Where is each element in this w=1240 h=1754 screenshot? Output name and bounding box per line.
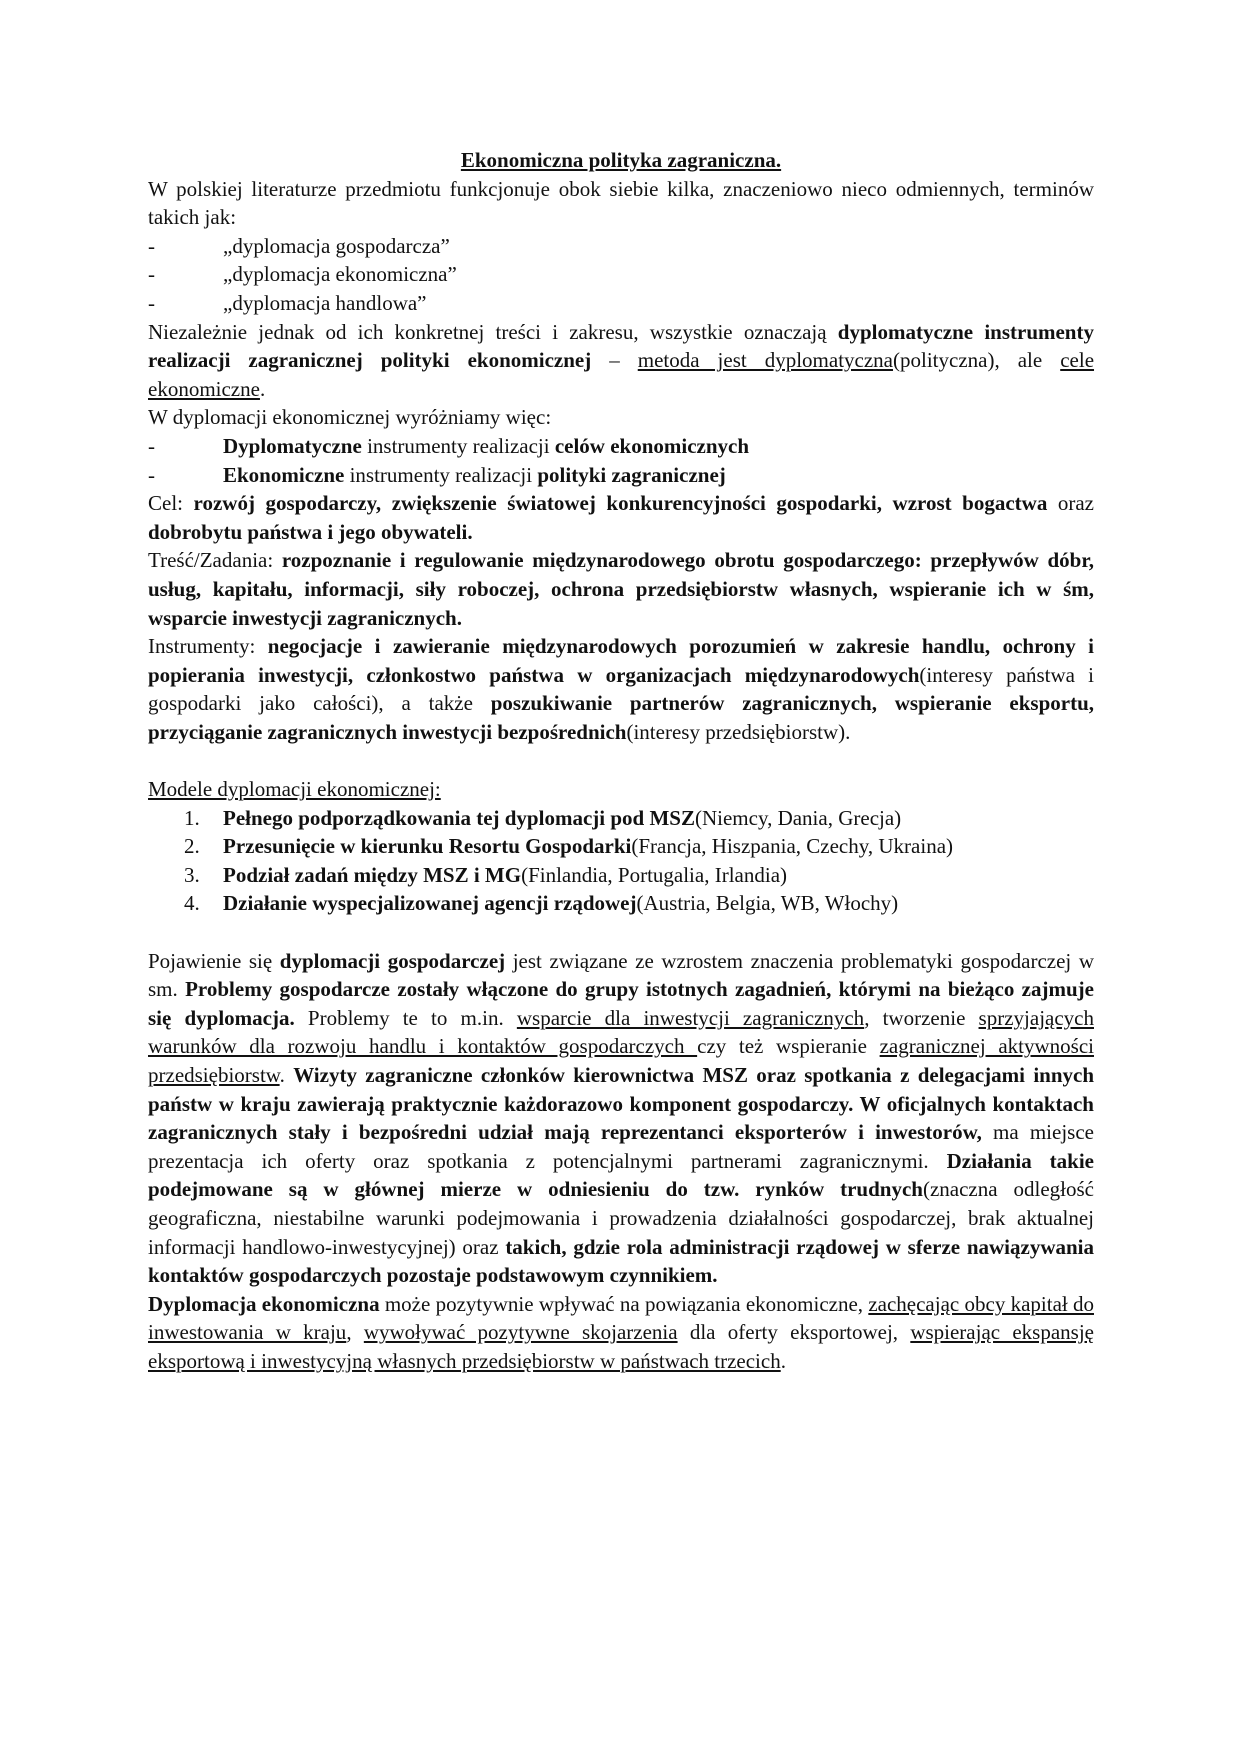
underlined-text: wspierając ekspansję eksportową i inwestycyjną własnych przedsiębiorstw w państwach trzecich xyxy=(148,1320,1094,1373)
text-run: Niezależnie jednak od ich konkretnej treści i zakresu, wszystkie oznaczają xyxy=(148,319,838,344)
text-run: „dyplomacja handlowa” xyxy=(223,290,427,315)
text-run: oraz xyxy=(1047,491,1094,516)
document-page xyxy=(148,146,1094,1376)
bold-text: dyplomacji gospodarczej xyxy=(279,948,506,973)
bold-text: Działania takie podejmowane są w głównej mierze w odniesieniu do tzw. rynków trudnych xyxy=(148,1148,1094,1202)
document-body xyxy=(148,175,1094,1376)
numbered-list-item xyxy=(148,889,1094,918)
text-run: czy też wspieranie xyxy=(697,1034,880,1059)
text-run: (Austria, Belgia, WB, Włochy) xyxy=(636,891,899,916)
text-run: (Niemcy, Dania, Grecja) xyxy=(694,805,902,830)
list-marker: - xyxy=(148,233,155,258)
list-marker: 3. xyxy=(184,862,200,887)
paragraph xyxy=(148,403,1094,432)
text-run: , tworzenie xyxy=(864,1005,979,1030)
bold-text: Ekonomiczne xyxy=(223,462,345,487)
paragraph xyxy=(148,632,1094,746)
paragraph xyxy=(148,947,1094,1290)
bold-text: rozpoznanie i regulowanie międzynarodowego obrotu gospodarczego: przepływów dóbr, usług, kapitału, informacji, siły roboczej, ochrona przedsiębiorstw własnych, wspieranie ich w śm, wsparcie inwestycji zagranicznych. xyxy=(148,548,1094,630)
text-run: dla oferty eksportowej, xyxy=(677,1320,911,1345)
text-run: (Francja, Hiszpania, Czechy, Ukraina) xyxy=(631,834,954,859)
bold-text: polityki zagranicznej xyxy=(537,462,726,487)
text-run: – xyxy=(591,348,638,373)
underlined-text: wsparcie dla inwestycji zagranicznych xyxy=(516,1005,865,1030)
text-run: (znaczna odległość geograficzna, niestabilne warunki podejmowania i prowadzenia działalności gospodarczej, brak aktualnej informacji handlowo-inwestycyjnej) oraz xyxy=(148,1177,1094,1259)
blank-line xyxy=(148,746,1094,775)
bold-text: dobrobytu państwa i jego obywateli. xyxy=(148,519,473,544)
bold-text: negocjacje i zawieranie międzynarodowych porozumień w zakresie handlu, ochrony i popierania inwestycji, członkostwo państwa w organizacjach międzynarodowych xyxy=(148,634,1094,687)
bold-text: takich, gdzie rola administracji rządowej w sferze nawiązywania kontaktów gospodarczych pozostaje podstawowym czynnikiem. xyxy=(148,1234,1095,1288)
list-marker: - xyxy=(148,433,155,458)
numbered-list-item xyxy=(148,861,1094,890)
text-run: (interesy przedsiębiorstw). xyxy=(626,719,851,744)
dash-list-item xyxy=(148,260,1094,289)
bold-text: Przesunięcie w kierunku Resortu Gospodarki xyxy=(223,834,632,859)
text-run: ma miejsce prezentacja ich oferty oraz spotkania z potencjalnymi partnerami zagranicznymi. xyxy=(148,1120,1094,1173)
text-run: może pozytywnie wpływać na powiązania ekonomiczne, xyxy=(379,1291,869,1316)
underlined-text: metoda jest dyplomatyczna xyxy=(637,348,894,373)
dash-list-item xyxy=(148,461,1094,490)
text-run: Instrumenty: xyxy=(148,634,268,659)
paragraph xyxy=(148,175,1094,232)
paragraph xyxy=(148,318,1094,404)
underlined-text: cele ekonomiczne xyxy=(148,348,1095,401)
underlined-text: wywoływać pozytywne skojarzenia xyxy=(363,1320,678,1345)
underlined-text: zagranicznej aktywności przedsiębiorstw xyxy=(148,1034,1094,1087)
bold-text: Podział zadań między MSZ i MG xyxy=(223,862,522,887)
text-run: Cel: xyxy=(148,491,194,516)
list-marker: - xyxy=(148,462,155,487)
numbered-list-item xyxy=(148,832,1094,861)
dash-list-item xyxy=(148,432,1094,461)
text-run: W polskiej literaturze przedmiotu funkcjonuje obok siebie kilka, znaczeniowo nieco odmiennych, terminów takich jak: xyxy=(148,176,1094,230)
text-run: . xyxy=(259,376,266,401)
text-run: Treść/Zadania: xyxy=(148,548,282,573)
text-run: . xyxy=(780,1348,786,1373)
bold-text: Wizyty zagraniczne członków kierownictwa MSZ oraz spotkania z delegacjami innych państw w kraju zawierają praktycznie każdorazowo komponent gospodarczy. W oficjalnych kontaktach zagranicznych stały i bezpośredni udział mają reprezentanci eksporterów i inwestorów, xyxy=(148,1063,1095,1145)
bold-text: Problemy gospodarcze zostały włączone do grupy istotnych zagadnień, którymi na bieżąco zajmuje się dyplomacja. xyxy=(148,977,1094,1030)
bold-text: Działanie wyspecjalizowanej agencji rządowej xyxy=(223,891,637,916)
bold-text: rozwój gospodarczy, zwiększenie światowej konkurencyjności gospodarki, wzrost bogactwa xyxy=(193,491,1048,516)
text-run: instrumenty realizacji xyxy=(361,433,555,458)
text-run: , xyxy=(346,1320,364,1345)
text-run: (polityczna), ale xyxy=(893,348,1061,373)
dash-list-item xyxy=(148,232,1094,261)
list-marker: - xyxy=(148,290,155,315)
dash-list-item xyxy=(148,289,1094,318)
text-run: „dyplomacja ekonomiczna” xyxy=(223,262,457,287)
underlined-text: Modele dyplomacji ekonomicznej: xyxy=(148,777,441,802)
text-run: jest związane ze wzrostem znaczenia problematyki gospodarczej w sm. xyxy=(148,948,1094,1002)
paragraph xyxy=(148,775,1094,804)
text-run: Pojawienie się xyxy=(148,948,280,973)
bold-text: dyplomatyczne instrumenty realizacji zagranicznej polityki ekonomicznej xyxy=(148,319,1094,373)
text-run: W dyplomacji ekonomicznej wyróżniamy więc: xyxy=(148,405,552,430)
list-marker: 2. xyxy=(184,834,200,859)
text-run: (Finlandia, Portugalia, Irlandia) xyxy=(521,862,788,887)
blank-line xyxy=(148,918,1094,947)
paragraph xyxy=(148,1290,1094,1376)
numbered-list-item xyxy=(148,804,1094,833)
paragraph xyxy=(148,546,1094,632)
bold-text: poszukiwanie partnerów zagranicznych, wspieranie eksportu, przyciąganie zagranicznych inwestycji bezpośrednich xyxy=(148,691,1094,744)
underlined-text: zachęcając obcy kapitał do inwestowania w kraju xyxy=(148,1291,1094,1345)
bold-text: Dyplomacja ekonomiczna xyxy=(148,1291,380,1316)
text-run: (interesy państwa i gospodarki jako całości), a także xyxy=(148,662,1095,716)
bold-text: Dyplomatyczne xyxy=(223,433,362,458)
bold-text: Pełnego podporządkowania tej dyplomacji pod MSZ xyxy=(223,805,695,830)
text-run: instrumenty realizacji xyxy=(344,462,538,487)
bold-text: celów ekonomicznych xyxy=(554,433,750,458)
list-marker: 4. xyxy=(184,891,200,916)
text-run: . xyxy=(279,1063,294,1087)
document-title: Ekonomiczna polityka zagraniczna. xyxy=(460,148,782,172)
text-run: „dyplomacja gospodarcza” xyxy=(223,233,450,258)
list-marker: 1. xyxy=(184,805,200,830)
paragraph xyxy=(148,489,1094,546)
list-marker: - xyxy=(148,262,155,287)
underlined-text: sprzyjających warunków dla rozwoju handlu i kontaktów gospodarczych xyxy=(148,1005,1094,1059)
text-run: Problemy te to m.in. xyxy=(294,1005,517,1030)
